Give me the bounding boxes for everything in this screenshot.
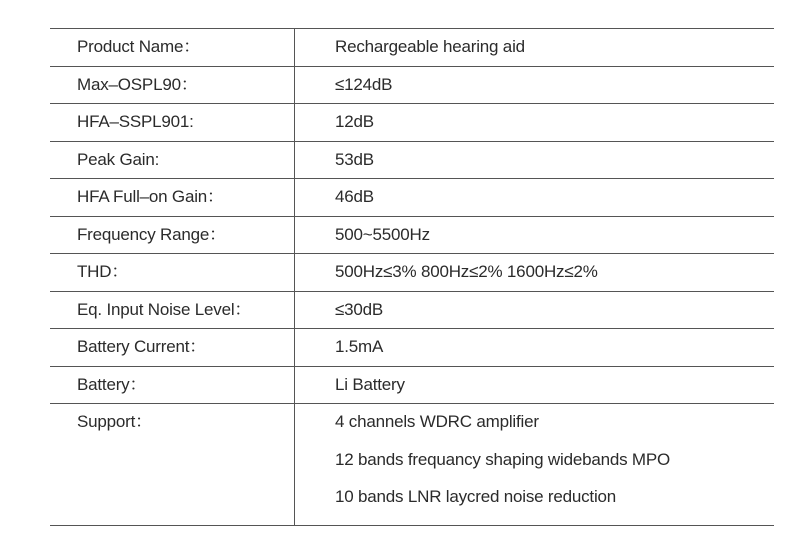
row-value: Li Battery	[335, 374, 405, 394]
row-value: 12dB	[335, 112, 374, 131]
support-line: 4 channels WDRC amplifier	[335, 412, 539, 431]
row-label: Frequency Range：	[50, 217, 295, 254]
support-line: 10 bands LNR laycred noise reduction	[335, 487, 617, 506]
table-row-max-ospl90	[50, 67, 774, 105]
table-row-battery-current	[50, 329, 774, 367]
row-label: HFA Full–on Gain：	[50, 179, 295, 216]
row-value: ≤30dB	[335, 299, 384, 319]
table-row-hfa-full-on-gain	[50, 179, 774, 217]
table-row-support	[50, 404, 774, 525]
row-label: Product Name：	[50, 29, 295, 66]
row-value: Rechargeable hearing aid	[335, 37, 525, 56]
table-row-hfa-sspl901	[50, 104, 774, 142]
row-value: 500~5500Hz	[335, 224, 430, 244]
table-row-peak-gain	[50, 142, 774, 180]
row-value: 1.5mA	[335, 337, 384, 356]
table-row-battery	[50, 367, 774, 405]
table-row-product-name	[50, 29, 774, 67]
row-label: Support：	[50, 404, 295, 525]
row-value: 53dB	[335, 149, 374, 169]
row-value: 46dB	[335, 187, 374, 206]
row-value-list	[295, 404, 774, 525]
row-value: ≤124dB	[335, 74, 393, 94]
spec-table	[50, 28, 774, 526]
support-line: 12 bands frequancy shaping widebands MPO	[335, 449, 671, 469]
row-value: 500Hz≤3% 800Hz≤2% 1600Hz≤2%	[335, 262, 598, 281]
row-label: Eq. Input Noise Level：	[50, 292, 295, 329]
row-label: Max–OSPL90：	[50, 67, 295, 104]
row-label: THD：	[50, 254, 295, 291]
row-label: Battery：	[50, 367, 295, 404]
row-label: Peak Gain:	[50, 142, 295, 179]
row-label: Battery Current：	[50, 329, 295, 366]
table-row-frequency-range	[50, 217, 774, 255]
table-row-input-noise-level	[50, 292, 774, 330]
table-row-thd	[50, 254, 774, 292]
row-label: HFA–SSPL901:	[50, 104, 295, 141]
